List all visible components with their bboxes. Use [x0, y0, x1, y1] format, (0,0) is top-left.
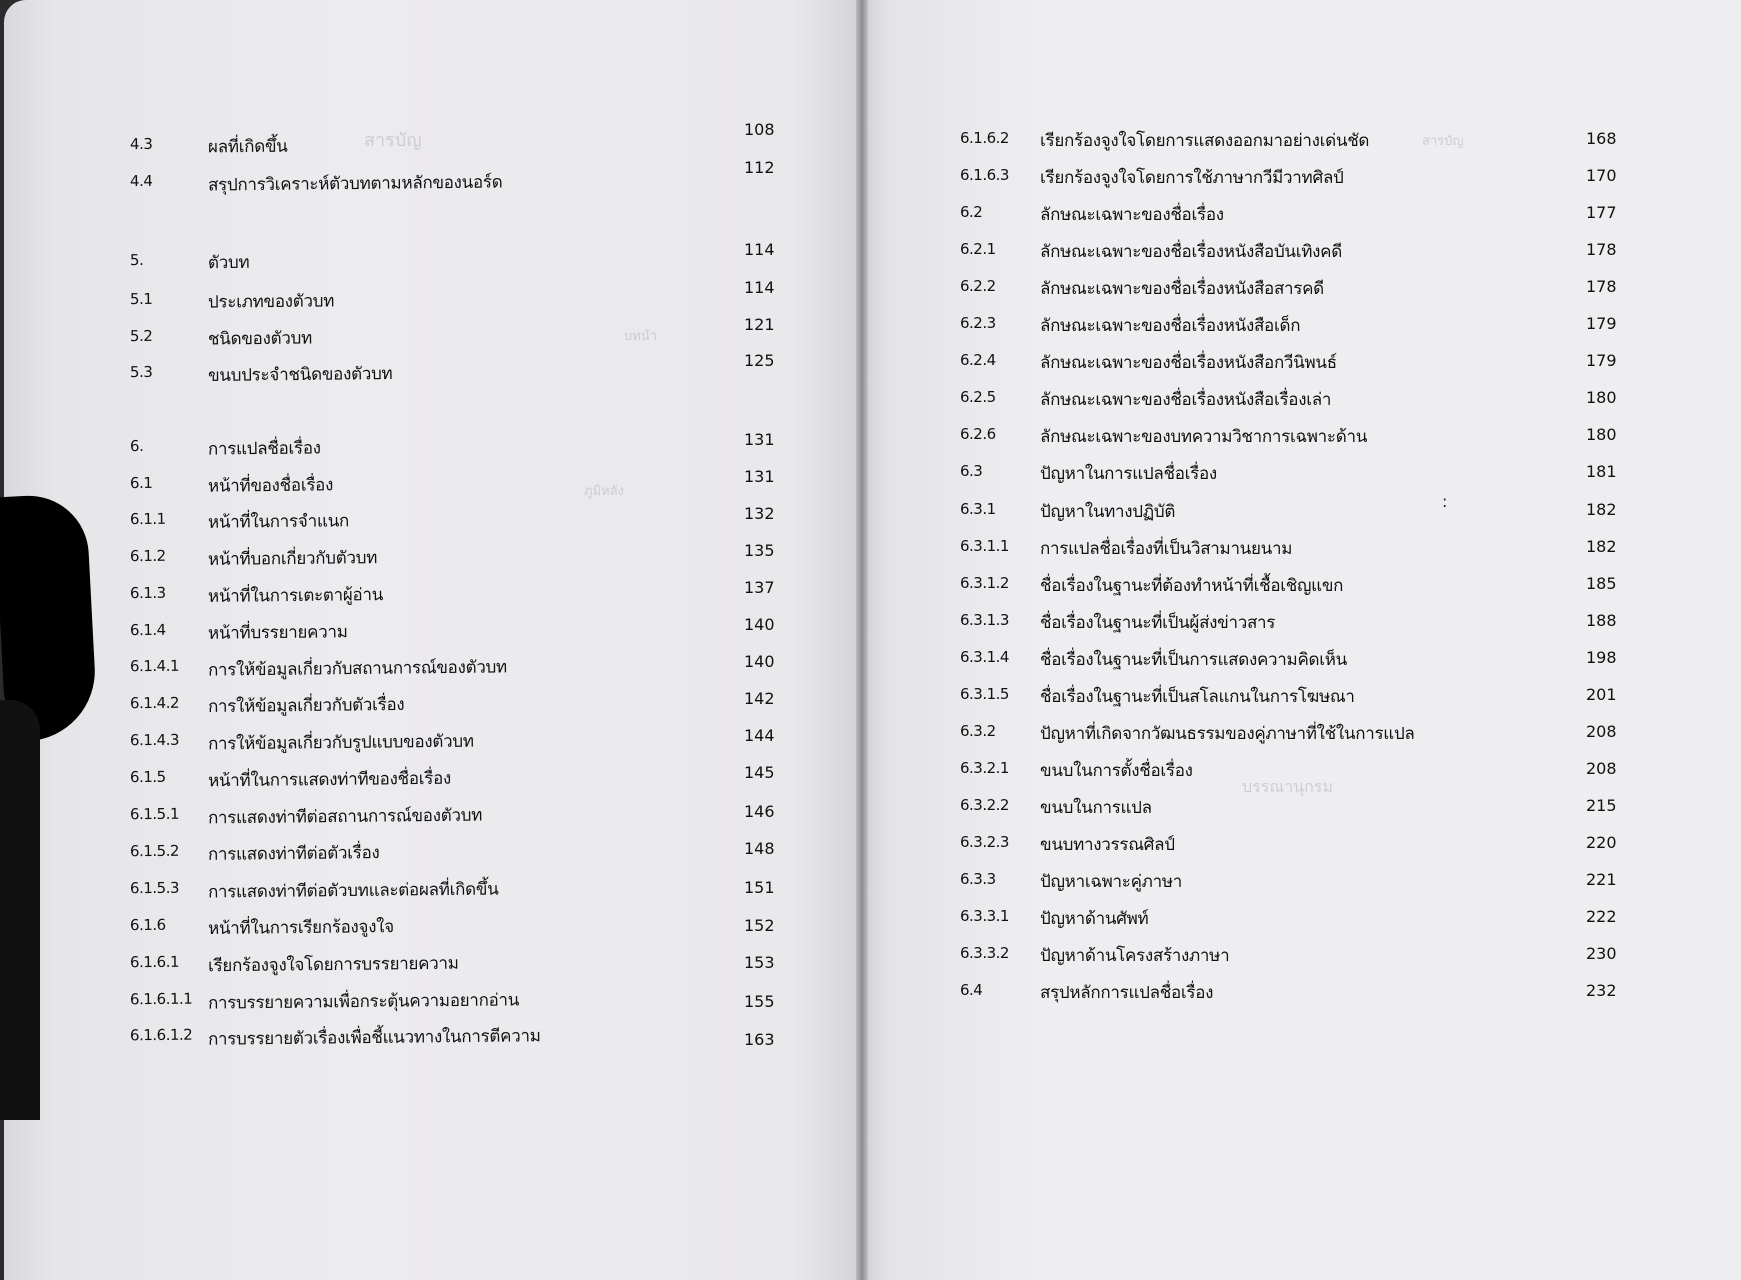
- toc-entry-number: 6.1.5: [129, 767, 166, 787]
- toc-entry-number: 6.2.3: [960, 314, 996, 332]
- toc-entry-title: ชนิดของตัวบท: [207, 328, 313, 350]
- toc-entry-number: 6.2.4: [960, 351, 996, 369]
- toc-entry-page: 114: [744, 278, 775, 297]
- toc-entry-page: 131: [744, 430, 775, 449]
- toc-entry-title: ปัญหาในการแปลชื่อเรื่อง: [1040, 464, 1217, 484]
- toc-entry-title: หน้าที่บอกเกี่ยวกับตัวบท: [207, 548, 378, 570]
- toc-entry-number: 6.1.6.1.1: [129, 989, 193, 1009]
- toc-entry-title: ลักษณะเฉพาะของชื่อเรื่องหนังสือกวีนิพนธ์: [1040, 353, 1337, 373]
- toc-entry-title: ชื่อเรื่องในฐานะที่เป็นสโลแกนในการโฆษณา: [1040, 687, 1355, 707]
- toc-entry-number: 6.2: [960, 203, 983, 221]
- toc-entry-number: 6.3.1.2: [960, 574, 1009, 592]
- toc-entry-page: 146: [744, 802, 775, 821]
- toc-entry-page: 135: [744, 541, 775, 560]
- toc-entry-title: ขนบในการตั้งชื่อเรื่อง: [1040, 761, 1193, 781]
- toc-entry-number: 6.1.4: [129, 620, 166, 640]
- toc-entry-number: 6.3.2: [960, 722, 996, 740]
- toc-entry-title: การให้ข้อมูลเกี่ยวกับสถานการณ์ของตัวบท: [207, 657, 508, 681]
- toc-entry-number: 6.1.2: [129, 546, 166, 566]
- toc-entry-number: 6.3.3.1: [960, 907, 1009, 925]
- toc-entry-number: 6.3.1.4: [960, 648, 1009, 666]
- toc-entry-page: 121: [744, 315, 775, 334]
- toc-entry-number: 5.2: [129, 326, 153, 346]
- toc-entry-number: 6.: [129, 436, 144, 456]
- toc-entry-title: ปัญหาที่เกิดจากวัฒนธรรมของคู่ภาษาที่ใช้ในการแปล: [1040, 724, 1415, 744]
- toc-entry-title: ปัญหาในทางปฏิบัติ: [1040, 502, 1176, 522]
- right-page: [862, 0, 1741, 1280]
- toc-entry-number: 6.3.2.2: [960, 796, 1009, 814]
- toc-entry-number: 6.1.1: [129, 509, 166, 529]
- toc-entry-page: 131: [744, 467, 775, 486]
- toc-entry-page: 180: [1586, 425, 1617, 444]
- toc-entry-title: ขนบในการแปล: [1040, 798, 1152, 818]
- toc-entry-title: สรุปการวิเคราะห์ตัวบทตามหลักของนอร์ด: [207, 172, 503, 196]
- toc-entry-page: 148: [744, 839, 775, 858]
- bleed-through-text: บทนำ: [624, 329, 658, 344]
- toc-entry-title: ลักษณะเฉพาะของชื่อเรื่องหนังสือเรื่องเล่า: [1040, 390, 1332, 410]
- toc-entry-page: 215: [1586, 796, 1617, 815]
- toc-entry-title: ลักษณะเฉพาะของชื่อเรื่องหนังสือเด็ก: [1040, 316, 1301, 336]
- toc-entry-page: 144: [744, 726, 775, 745]
- stray-colon: :: [1442, 492, 1448, 511]
- toc-entry-page: 168: [1586, 129, 1617, 148]
- toc-entry-page: 132: [744, 504, 775, 523]
- toc-entry-title: การให้ข้อมูลเกี่ยวกับตัวเรื่อง: [207, 694, 405, 718]
- toc-entry-page: 232: [1586, 981, 1617, 1000]
- toc-entry-page: 178: [1586, 240, 1617, 259]
- toc-entry-number: 5.: [129, 250, 144, 270]
- toc-entry-number: 6.3.1.1: [960, 537, 1009, 555]
- toc-entry-number: 6.2.1: [960, 240, 996, 258]
- toc-entry-title: หน้าที่ในการจำแนก: [207, 511, 350, 533]
- toc-entry-title: ลักษณะเฉพาะของบทความวิชาการเฉพาะด้าน: [1040, 427, 1368, 447]
- toc-entry-title: ประเภทของตัวบท: [207, 291, 335, 313]
- toc-entry-title: เรียกร้องจูงใจโดยการแสดงออกมาอย่างเด่นชัด: [1040, 131, 1370, 151]
- toc-entry-title: หน้าที่ในการเตะตาผู้อ่าน: [207, 585, 384, 607]
- toc-entry-title: การให้ข้อมูลเกี่ยวกับรูปแบบของตัวบท: [207, 731, 474, 755]
- toc-entry-page: 163: [744, 1030, 775, 1049]
- toc-entry-title: การแปลชื่อเรื่องที่เป็นวิสามานยนาม: [1040, 539, 1293, 559]
- toc-entry-title: การแสดงท่าทีต่อสถานการณ์ของตัวบท: [207, 805, 483, 829]
- toc-entry-number: 6.1.6.2: [960, 129, 1009, 147]
- toc-entry-title: ลักษณะเฉพาะของชื่อเรื่องหนังสือสารคดี: [1040, 279, 1324, 299]
- toc-entry-title: หน้าที่ในการเรียกร้องจูงใจ: [207, 917, 394, 939]
- toc-entry-page: 108: [744, 120, 775, 139]
- toc-entry-title: หน้าที่ในการแสดงท่าทีของชื่อเรื่อง: [207, 768, 452, 792]
- toc-entry-title: ปัญหาด้านโครงสร้างภาษา: [1040, 946, 1230, 966]
- toc-entry-title: การแสดงท่าทีต่อตัวบทและต่อผลที่เกิดขึ้น: [207, 879, 499, 903]
- toc-entry-number: 4.4: [129, 171, 153, 191]
- toc-entry-page: 230: [1586, 944, 1617, 963]
- toc-entry-page: 222: [1586, 907, 1617, 926]
- toc-entry-page: 198: [1586, 648, 1617, 667]
- toc-entry-number: 6.2.6: [960, 425, 996, 443]
- toc-entry-page: 208: [1586, 759, 1617, 778]
- toc-entry-number: 6.1.4.2: [129, 693, 180, 713]
- toc-entry-title: เรียกร้องจูงใจโดยการใช้ภาษากวีมีวาทศิลป์: [1040, 168, 1344, 188]
- toc-entry-title: หน้าที่บรรยายความ: [207, 622, 348, 644]
- bleed-through-text: ภูมิหลัง: [584, 484, 625, 499]
- toc-entry-page: 221: [1586, 870, 1617, 889]
- toc-entry-number: 6.3.3.2: [960, 944, 1009, 962]
- book-spine: [856, 0, 868, 1280]
- toc-entry-page: 185: [1586, 574, 1617, 593]
- toc-entry-number: 6.3: [960, 462, 983, 480]
- toc-entry-title: เรียกร้องจูงใจโดยการบรรยายความ: [207, 953, 459, 977]
- toc-entry-number: 6.1.5.1: [129, 804, 180, 824]
- toc-entry-title: การแปลชื่อเรื่อง: [207, 438, 321, 460]
- toc-entry-number: 6.2.2: [960, 277, 996, 295]
- toc-entry-page: 170: [1586, 166, 1617, 185]
- toc-entry-title: ปัญหาเฉพาะคู่ภาษา: [1040, 872, 1182, 892]
- toc-entry-number: 6.3.1: [960, 500, 996, 518]
- toc-entry-number: 6.3.2.1: [960, 759, 1009, 777]
- bleed-through-text: สารบัญ: [1422, 134, 1464, 149]
- toc-entry-number: 6.1.6.1: [129, 952, 180, 972]
- toc-entry-title: ชื่อเรื่องในฐานะที่เป็นผู้ส่งข่าวสาร: [1040, 613, 1276, 633]
- toc-entry-page: 179: [1586, 314, 1617, 333]
- toc-entry-number: 6.3.2.3: [960, 833, 1009, 851]
- toc-entry-page: 188: [1586, 611, 1617, 630]
- toc-entry-page: 125: [744, 351, 775, 370]
- toc-entry-page: 145: [744, 763, 775, 782]
- toc-entry-title: ลักษณะเฉพาะของชื่อเรื่องหนังสือบันเทิงคดี: [1040, 242, 1342, 262]
- toc-entry-title: ขนบทางวรรณศิลป์: [1040, 835, 1175, 855]
- toc-entry-title: การบรรยายตัวเรื่องเพื่อชี้แนวทางในการตีความ: [207, 1026, 541, 1050]
- toc-entry-page: 208: [1586, 722, 1617, 741]
- toc-entry-number: 6.1.4.1: [129, 656, 180, 676]
- toc-entry-title: ขนบประจำชนิดของตัวบท: [207, 364, 393, 386]
- toc-entry-number: 6.1.6.3: [960, 166, 1009, 184]
- toc-entry-page: 112: [744, 158, 775, 177]
- toc-entry-page: 152: [744, 916, 775, 935]
- toc-entry-title: ปัญหาด้านศัพท์: [1040, 909, 1149, 929]
- toc-entry-title: การบรรยายความเพื่อกระตุ้นความอยากอ่าน: [207, 990, 520, 1014]
- toc-entry-title: ชื่อเรื่องในฐานะที่เป็นการแสดงความคิดเห็น: [1040, 650, 1347, 670]
- toc-entry-number: 6.1.6: [129, 915, 166, 935]
- toc-entry-title: ตัวบท: [207, 252, 250, 274]
- toc-entry-number: 6.4: [960, 981, 983, 999]
- toc-entry-page: 201: [1586, 685, 1617, 704]
- toc-entry-number: 6.1.5.2: [129, 841, 180, 861]
- toc-entry-number: 6.1: [129, 473, 153, 493]
- toc-entry-title: การแสดงท่าทีต่อตัวเรื่อง: [207, 843, 380, 865]
- toc-entry-page: 114: [744, 240, 775, 259]
- toc-entry-page: 180: [1586, 388, 1617, 407]
- toc-entry-number: 5.1: [129, 289, 153, 309]
- toc-entry-number: 6.1.5.3: [129, 878, 180, 898]
- toc-entry-number: 5.3: [129, 362, 153, 382]
- toc-entry-number: 6.3.3: [960, 870, 996, 888]
- toc-entry-title: หน้าที่ของชื่อเรื่อง: [207, 475, 334, 497]
- toc-entry-page: 140: [744, 652, 775, 671]
- thumb-shadow-lower: [0, 700, 40, 1120]
- bleed-through-text: สารบัญ: [364, 130, 422, 151]
- toc-entry-number: 6.1.6.1.2: [129, 1025, 193, 1045]
- toc-entry-page: 182: [1586, 537, 1617, 556]
- toc-entry-page: 151: [744, 878, 775, 897]
- toc-entry-number: 6.3.1.3: [960, 611, 1009, 629]
- toc-entry-page: 220: [1586, 833, 1617, 852]
- toc-entry-title: ผลที่เกิดขึ้น: [207, 136, 288, 158]
- toc-entry-number: 6.2.5: [960, 388, 996, 406]
- bleed-through-text: บรรณานุกรม: [1242, 777, 1333, 796]
- toc-entry-page: 182: [1586, 500, 1617, 519]
- left-page: [4, 0, 862, 1280]
- toc-entry-page: 140: [744, 615, 775, 634]
- toc-entry-number: 6.1.4.3: [129, 730, 180, 750]
- toc-entry-title: สรุปหลักการแปลชื่อเรื่อง: [1040, 983, 1214, 1003]
- toc-entry-page: 179: [1586, 351, 1617, 370]
- toc-entry-number: 6.3.1.5: [960, 685, 1009, 703]
- toc-entry-page: 177: [1586, 203, 1617, 222]
- toc-entry-title: ชื่อเรื่องในฐานะที่ต้องทำหน้าที่เชื้อเชิญแขก: [1040, 576, 1344, 596]
- toc-entry-page: 181: [1586, 462, 1617, 481]
- toc-entry-number: 4.3: [129, 134, 153, 154]
- toc-entry-title: ลักษณะเฉพาะของชื่อเรื่อง: [1040, 205, 1224, 225]
- toc-entry-page: 137: [744, 578, 775, 597]
- toc-entry-page: 178: [1586, 277, 1617, 296]
- toc-entry-page: 153: [744, 953, 775, 972]
- toc-entry-page: 155: [744, 992, 775, 1011]
- toc-entry-page: 142: [744, 689, 775, 708]
- toc-entry-number: 6.1.3: [129, 583, 166, 603]
